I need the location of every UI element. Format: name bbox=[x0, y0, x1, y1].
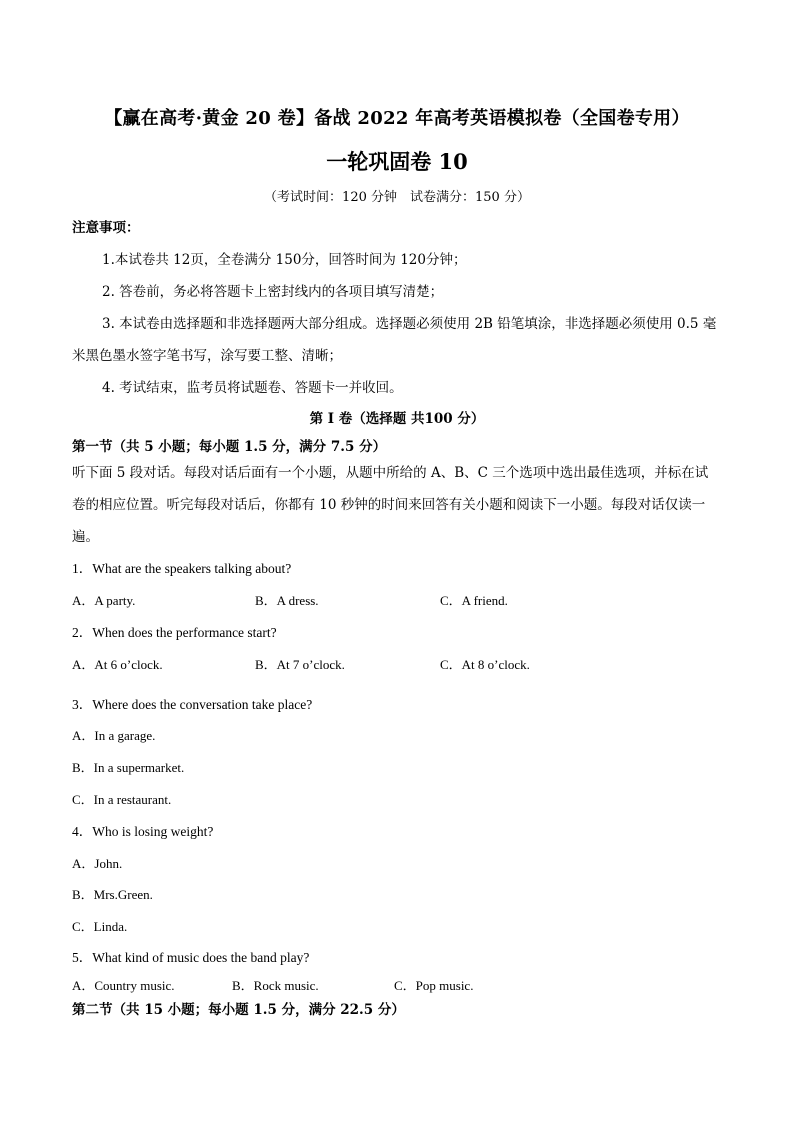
note-item: 2. 答卷前，务必将答题卡上密封线内的各项目填写清楚； bbox=[102, 284, 444, 300]
option-a: A．At 6 o’clock. bbox=[72, 657, 163, 672]
option-c: C．A friend. bbox=[440, 593, 508, 608]
option-b: B．At 7 o’clock. bbox=[255, 657, 345, 672]
exam-title: 【赢在高考·黄金 20 卷】备战 2022 年高考英语模拟卷（全国卷专用） bbox=[104, 108, 690, 129]
instructions-line: 遍。 bbox=[72, 529, 99, 545]
option-a: A．A party. bbox=[72, 593, 136, 608]
note-item: 米黑色墨水签字笔书写，涂写要工整、清晰； bbox=[72, 348, 342, 364]
exam-subtitle: 一轮巩固卷 10 bbox=[326, 149, 468, 174]
note-item: 1.本试卷共 12页，全卷满分 150分，回答时间为 120分钟； bbox=[102, 252, 467, 268]
option-a: A．John. bbox=[72, 856, 123, 871]
option-a: A．Country music. bbox=[72, 978, 175, 993]
option-c: C．At 8 o’clock. bbox=[440, 657, 530, 672]
option-c: C．In a restaurant. bbox=[72, 792, 172, 807]
option-c: C．Pop music. bbox=[394, 978, 474, 993]
exam-time-info: （考试时间：120 分钟 试卷满分：150 分） bbox=[264, 190, 530, 205]
notes-heading: 注意事项： bbox=[72, 220, 140, 236]
option-b: B．Rock music. bbox=[232, 978, 319, 993]
question-stem: 1．What are the speakers talking about? bbox=[72, 561, 292, 576]
instructions-line: 卷的相应位置。听完每段对话后，你都有 10 秒钟的时间来回答有关小题和阅读下一小题。每段对话仅读一 bbox=[72, 497, 706, 513]
option-c: C．Linda. bbox=[72, 919, 128, 934]
section1-heading: 第一节（共 5 小题；每小题 1.5 分，满分 7.5 分） bbox=[72, 439, 387, 455]
option-b: B．Mrs.Green. bbox=[72, 887, 153, 902]
instructions-line: 听下面 5 段对话。每段对话后面有一个小题，从题中所给的 A、B、C 三个选项中选出最佳选项，并标在试 bbox=[72, 465, 709, 481]
part1-heading: 第 I 卷（选择题 共100 分） bbox=[309, 411, 485, 427]
question-stem: 5．What kind of music does the band play? bbox=[72, 950, 310, 965]
question-stem: 2．When does the performance start? bbox=[72, 625, 277, 640]
question-stem: 3．Where does the conversation take place? bbox=[72, 697, 313, 712]
note-item: 3. 本试卷由选择题和非选择题两大部分组成。选择题必须使用 2B 铅笔填涂，非选择题必须使用 0.5 毫 bbox=[102, 316, 717, 332]
option-b: B．In a supermarket. bbox=[72, 760, 185, 775]
note-item: 4. 考试结束，监考员将试题卷、答题卡一并收回。 bbox=[102, 380, 403, 396]
section2-heading: 第二节（共 15 小题；每小题 1.5 分，满分 22.5 分） bbox=[72, 1002, 405, 1018]
question-stem: 4．Who is losing weight? bbox=[72, 824, 214, 839]
option-b: B．A dress. bbox=[255, 593, 319, 608]
option-a: A．In a garage. bbox=[72, 728, 156, 743]
